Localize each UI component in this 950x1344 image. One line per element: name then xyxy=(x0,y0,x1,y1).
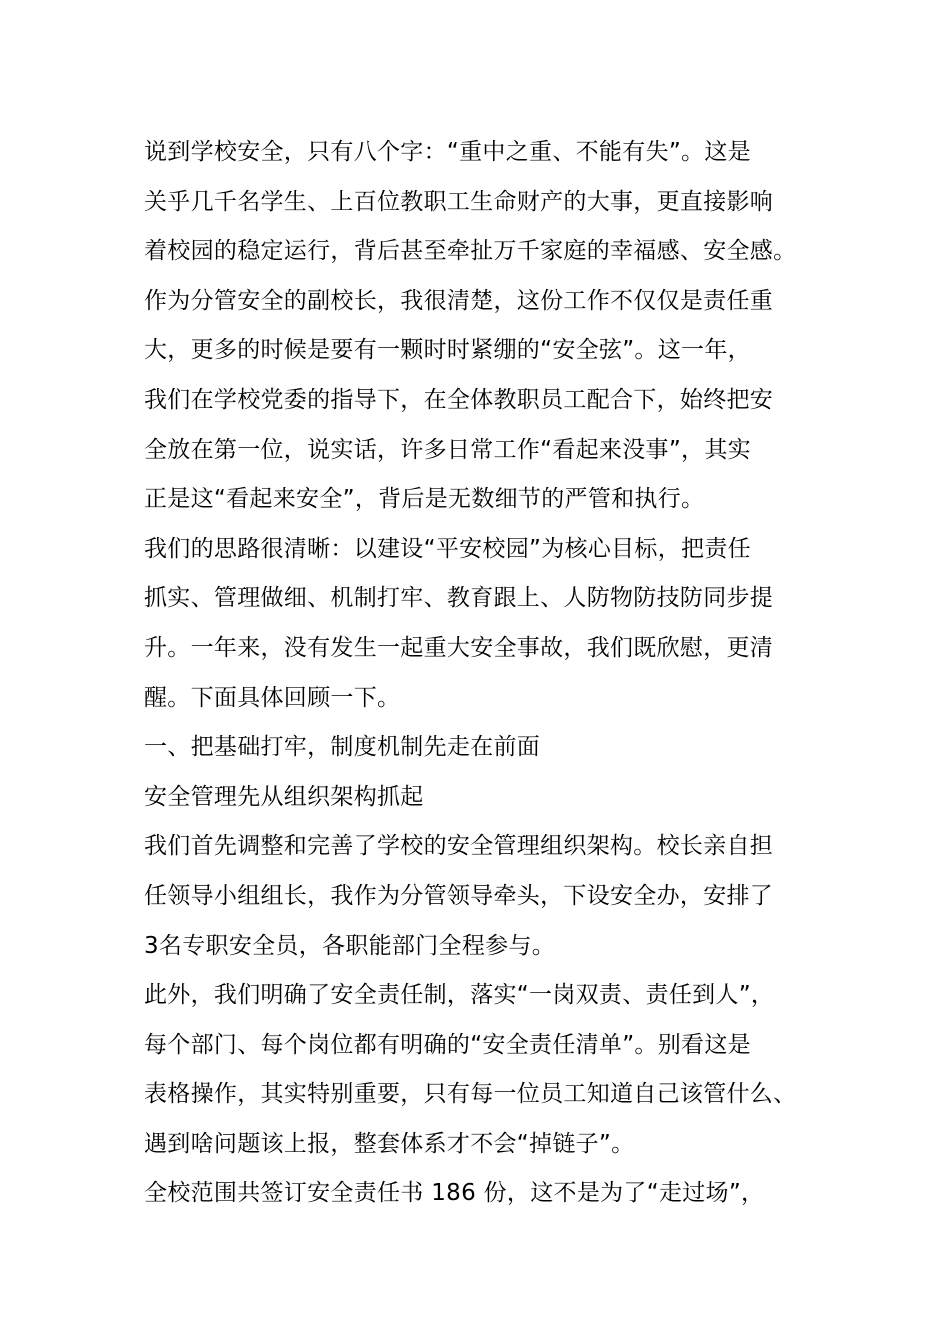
text-line: 关乎几千名学生、上百位教职工生命财产的大事，更直接影响 xyxy=(144,188,774,215)
text-line: 抓实、管理做细、机制打牢、教育跟上、人防物防技防同步提 xyxy=(144,585,774,612)
text-line: 此外，我们明确了安全责任制，落实“一岗双责、责任到人”， xyxy=(144,982,775,1009)
subsection-heading: 安全管理先从组织架构抓起 xyxy=(144,783,424,810)
document-body xyxy=(144,128,834,1219)
text-line: 升。一年来，没有发生一起重大安全事故，我们既欣慰，更清 xyxy=(144,634,774,661)
text-line: 遇到啥问题该上报，整套体系才不会“掉链子”。 xyxy=(144,1130,635,1157)
text-line: 大，更多的时候是要有一颗时时紧绷的“安全弦”。这一年， xyxy=(144,337,751,364)
text-line: 我们首先调整和完善了学校的安全管理组织架构。校长亲自担 xyxy=(144,833,774,860)
text-line: 正是这“看起来安全”，背后是无数细节的严管和执行。 xyxy=(144,486,705,513)
text-line: 表格操作，其实特别重要，只有每一位员工知道自己该管什么、 xyxy=(144,1081,797,1108)
text-line: 作为分管安全的副校长，我很清楚，这份工作不仅仅是责任重 xyxy=(144,287,774,314)
text-line: 全校范围共签订安全责任书 186 份，这不是为了“走过场”， xyxy=(144,1180,765,1207)
text-line: 3名专职安全员，各职能部门全程参与。 xyxy=(144,932,556,959)
text-line: 着校园的稳定运行，背后甚至牵扯万千家庭的幸福感、安全感。 xyxy=(144,238,797,265)
section-heading: 一、把基础打牢，制度机制先走在前面 xyxy=(144,734,541,761)
text-line: 醒。下面具体回顾一下。 xyxy=(144,684,401,711)
text-line: 说到学校安全，只有八个字：“重中之重、不能有失”。这是 xyxy=(144,139,751,165)
text-line: 我们在学校党委的指导下，在全体教职员工配合下，始终把安 xyxy=(144,386,774,413)
text-line: 每个部门、每个岗位都有明确的“安全责任清单”。别看这是 xyxy=(144,1031,751,1058)
text-line: 任领导小组组长，我作为分管领导牵头，下设安全办，安排了 xyxy=(144,882,774,909)
text-line: 全放在第一位，说实话，许多日常工作“看起来没事”，其实 xyxy=(144,436,751,463)
text-line: 我们的思路很清晰：以建设“平安校园”为核心目标，把责任 xyxy=(144,535,751,562)
